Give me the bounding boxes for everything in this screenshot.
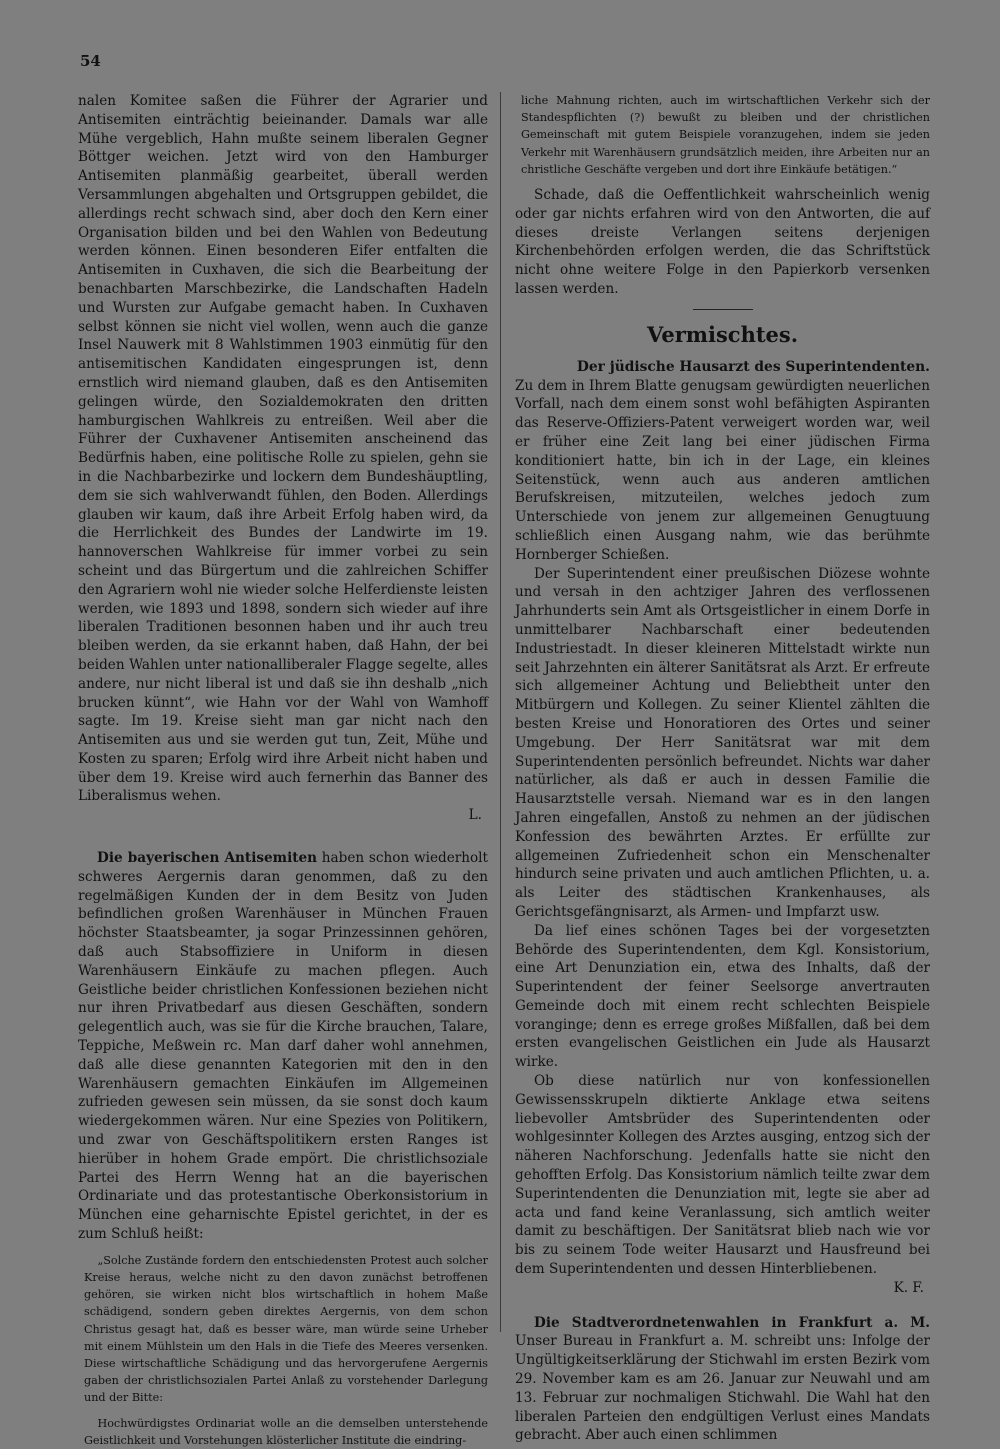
article-bavarian-lead: Die bayerischen Antisemiten <box>97 850 318 867</box>
signature-l: L. <box>468 807 482 824</box>
quoted-epistle-continued: liche Mahnung richten, auch im wirtschaftlichen Verkehr sich der Standespflichten (?) bewußt zu bleiben und der christlichen Gemeinschaft mit gutem Beispiele voranzugehen, indem sie jeden Verkehr mit Warenhäusern grundsätzlich meiden, ihre Arbeiten nur an christliche Geschäfte vergeben und dort ihre Einkäufe betätigen.“ <box>521 94 930 176</box>
article-bavarian-antisemites <box>78 849 488 1244</box>
quoted-epistle-part2: Hochwürdigstes Ordinariat wolle an die demselben unterstehende Geistlichkeit und Vorstehungen klösterlicher Institute die eindring- <box>84 1416 488 1447</box>
page-number: 54 <box>80 52 101 70</box>
article-bavarian-text: haben schon wiederholt schweres Aergernis daran genommen, daß zu den regelmäßigen Kunden der in dem Besitz von Juden befindlichen großen Warenhäuser in München Frauen höchster Staatsbeamter, ja sogar Prinzessinnen gehören, daß auch Stabsoffiziere in Uniform in diesen Warenhäusern Einkäufe zu machen pflegen. Auch Geistliche beider christlichen Konfessionen beziehen nicht nur ihren Privatbedarf aus diesen Geschäften, sondern gelegentlich auch, was sie für die Kirche brauchen, Talare, Teppiche, Meßwein rc. Man darf daher wohl annehmen, daß alle diese genannten Kategorien mit den in den Warenhäusern gemachten Einkäufen im Allgemeinen zufrieden gewesen sein müssen, da sie sonst doch kaum wiedergekommen wären. Nur eine Spezies von Politikern, und zwar von Geschäftspolitikern ersten Ranges ist hierüber in hohem Grade empört. Die christlichsoziale Partei des Herrn Wenng hat an die bayerischen Ordinariate und das protestantische Oberkonsistorium in München eine geharnischte Epistel gerichtet, in der es zum Schluß heißt: <box>78 850 488 1243</box>
quoted-epistle-part1: „Solche Zustände fordern den entschiedensten Protest auch solcher Kreise heraus, welche nicht zu den davon zunächst betroffenen gehören, sie wirken nicht blos wirtschaftlich in hohem Maße schädigend, sondern geben direktes Aergernis, von dem schon Christus gesagt hat, daß es besser wäre, man würde seine Urheber mit einem Mühlstein um den Hals in die Tiefe des Meeres versenken. Diese wirtschaftliche Schädigung und das hervorgerufene Aergernis gaben der christlichsozialen Partei Anlaß zu vorstehender Darlegung und der Bitte: <box>84 1253 488 1405</box>
article-frankfurt-lead: Die Stadtverordnetenwahlen in Frankfurt a. M. <box>534 1314 930 1331</box>
section-title-vermischtes: Vermischtes. <box>646 321 799 347</box>
article-jewish-doctor-p2: Der Superintendent einer preußischen Diözese wohnte und versah in den achtziger Jahren des verflossenen Jahrhunderts sein Amt als Ortsgeistlicher in einem Dorfe in unmittelbarer Nachbarschaft einer bedeutenden Industriestadt. In dieser kleineren Mittelstadt wirkte nun seit Jahrzehnten ein älterer Sanitätsrat als Arzt. Er erfreute sich allgemeiner Achtung und Beliebtheit unter den Mitbürgern und Kollegen. Zu seiner Klientel zählten die besten Kreise und Honoratioren des Ortes und seiner Umgebung. Der Herr Sanitätsrat war mit dem Superintendenten persönlich befreundet. Nichts war daher natürlicher, als daß er auch in dessen Familie die Hausarztstelle versah. Niemand war es in den langen Jahren eingefallen, Anstoß zu nehmen an der jüdischen Konfession des bewährten Arztes. Er erfüllte zur allgemeinen Zufriedenheit schon ein Menschenalter hindurch seine privaten und auch amtlichen Pflichten, u. a. als Leiter des städtischen Krankenhauses, als Gerichtsgefängnisarzt, als Armen- und Impfarzt usw. <box>515 565 930 920</box>
column-divider <box>500 92 501 1332</box>
section-separator <box>693 309 753 310</box>
article-jewish-doctor-p4: Ob diese natürlich nur von konfessionellen Gewissensskrupeln diktierte Anklage etwa seitens liebevoller Amtsbrüder des Superintendenten oder wohlgesinnter Kollegen des Arztes ausging, entzog sich der näheren Nachforschung. Jedenfalls hatte sie nicht den gehofften Erfolg. Das Konsistorium nämlich teilte zwar dem Superintendenten die Denunziation mit, legte sie aber ad acta und fand keine Veranlassung, sich amtlich weiter damit zu beschäftigen. Der Sanitätsrat blieb nach wie vor bis zu seinem Tode weiter Hausarzt und Hausfreund bei dem Superintendenten und dessen Hinterbliebenen. <box>515 1073 930 1278</box>
article-jewish-doctor-p3: Da lief eines schönen Tages bei der vorgesetzten Behörde des Superintendenten, dem Kgl. Konsistorium, eine Art Denunziation ein, etwa des Inhalts, daß der Superintendent der feiner Seelsorge anvertrauten Gemeinde doch mit einem recht schlechten Beispiele voranginge; denn es errege großes Mißfallen, daß bei dem ersten evangelischen Geistlichen ein Jude als Hausarzt wirke. <box>515 922 930 1071</box>
article-jewish-doctor-p1: Zu dem in Ihrem Blatte genugsam gewürdigten neuerlichen Vorfall, nach dem einem sonst wohl befähigten Aspiranten das Reserve-Offiziers-Patent verweigert worden war, weil er früher eine Zeit lang bei einer jüdischen Firma konditioniert hatte, bin ich in der Lage, ein kleines Seitenstück, wenn auch aus anderen amtlichen Berufskreisen, mitzuteilen, welches jedoch zum Unterschiede von jenem zur allgemeinen Genugtuung schließlich einen Ausgang nahm, wie das berühmte Hornberger Schießen. <box>515 377 930 563</box>
left-column <box>78 92 488 1447</box>
right-column <box>515 92 930 1444</box>
article-frankfurt-elections <box>515 1314 930 1446</box>
signature-kf: K. F. <box>893 1279 924 1296</box>
article-hamburg-continued: nalen Komitee saßen die Führer der Agrarier und Antisemiten einträchtig beieinander. Damals war alle Mühe vergeblich, Hahn mußte seinem liberalen Gegner Böttger weichen. Jetzt wird von den Hamburger Antisemiten planmäßig gearbeitet, überall werden Versammlungen abgehalten und Ortsgruppen gebildet, die allerdings recht schwach sind, aber doch den Kern einer Organisation bilden und bei den Wahlen von Bedeutung werden können. Einen besonderen Eifer entfalten die Antisemiten in Cuxhaven, die sich die Bearbeitung der benachbarten Marschbezirke, die Landschaften Hadeln und Wursten zur Aufgabe gemacht haben. In Cuxhaven selbst können sie nicht viel wollen, wenn auch die ganze Insel Nauwerk mit 8 Wahlstimmen 1903 einmütig für den antisemitischen Kandidaten eingesprungen ist, denn ernstlich wird niemand glauben, daß es den Antisemiten gelingen würde, den Sozialdemokraten den dritten hamburgischen Wahlkreis zu entreißen. Weil aber die Führer der Cuxhavener Antisemiten anscheinend das Bedürfnis haben, eine politische Rolle zu spielen, gehn sie in die Nachbarbezirke und lockern dem Bundeshäuptling, dem sie sich wahlverwandt fühlen, den Boden. Allerdings glauben wir kaum, daß ihre Arbeit Erfolg haben wird, da die Herrlichkeit des Bundes der Landwirte im 19. hannoverschen Wahlkreise für immer vorbei zu sein scheint und das Bürgertum und die zahlreichen Schiffer den Agrariern wohl nie wieder solche Helferdienste leisten werden, wie 1893 und 1898, sondern sich wieder auf ihre liberalen Traditionen besonnen haben und ihr auch treu bleiben werden, da sie erkannt haben, daß Hahn, der bei beiden Wahlen unter nationalliberaler Flagge segelte, alles andere, nur nicht liberal ist und daß sie ihn deshalb „nich brucken künnt“, wie Hahn vor der Wahl von Wamhoff sagte. Im 19. Kreise sieht man gar nicht nach den Antisemiten aus und sie werden gut tun, Zeit, Mühe und Kosten zu sparen; Erfolg wird ihre Arbeit nicht haben und über dem 19. Kreise wird auch fernerhin das Banner des Liberalismus wehen. <box>78 93 488 805</box>
article-bavarian-conclusion: Schade, daß die Oeffentlichkeit wahrscheinlich wenig oder gar nichts erfahren wird von den Antworten, die auf dieses dreiste Verlangen seitens derjenigen Kirchenbehörden erfolgen werden, die das Schriftstück nicht ohne weitere Folge in den Papierkorb versenken lassen werden. <box>515 187 930 297</box>
article-frankfurt-text: Unser Bureau in Frankfurt a. M. schreibt uns: Infolge der Ungültigkeitserklärung der Stichwahl im ersten Bezirk vom 29. November kam es am 26. Januar zur Neuwahl und am 13. Februar zur nochmaligen Stichwahl. Die Wahl hat den liberalen Parteien den endgültigen Verlust eines Mandats gebracht. Aber auch einen schlimmen <box>515 1333 930 1444</box>
article-title-jewish-doctor: Der jüdische Hausarzt des Superintendenten. <box>576 358 930 375</box>
